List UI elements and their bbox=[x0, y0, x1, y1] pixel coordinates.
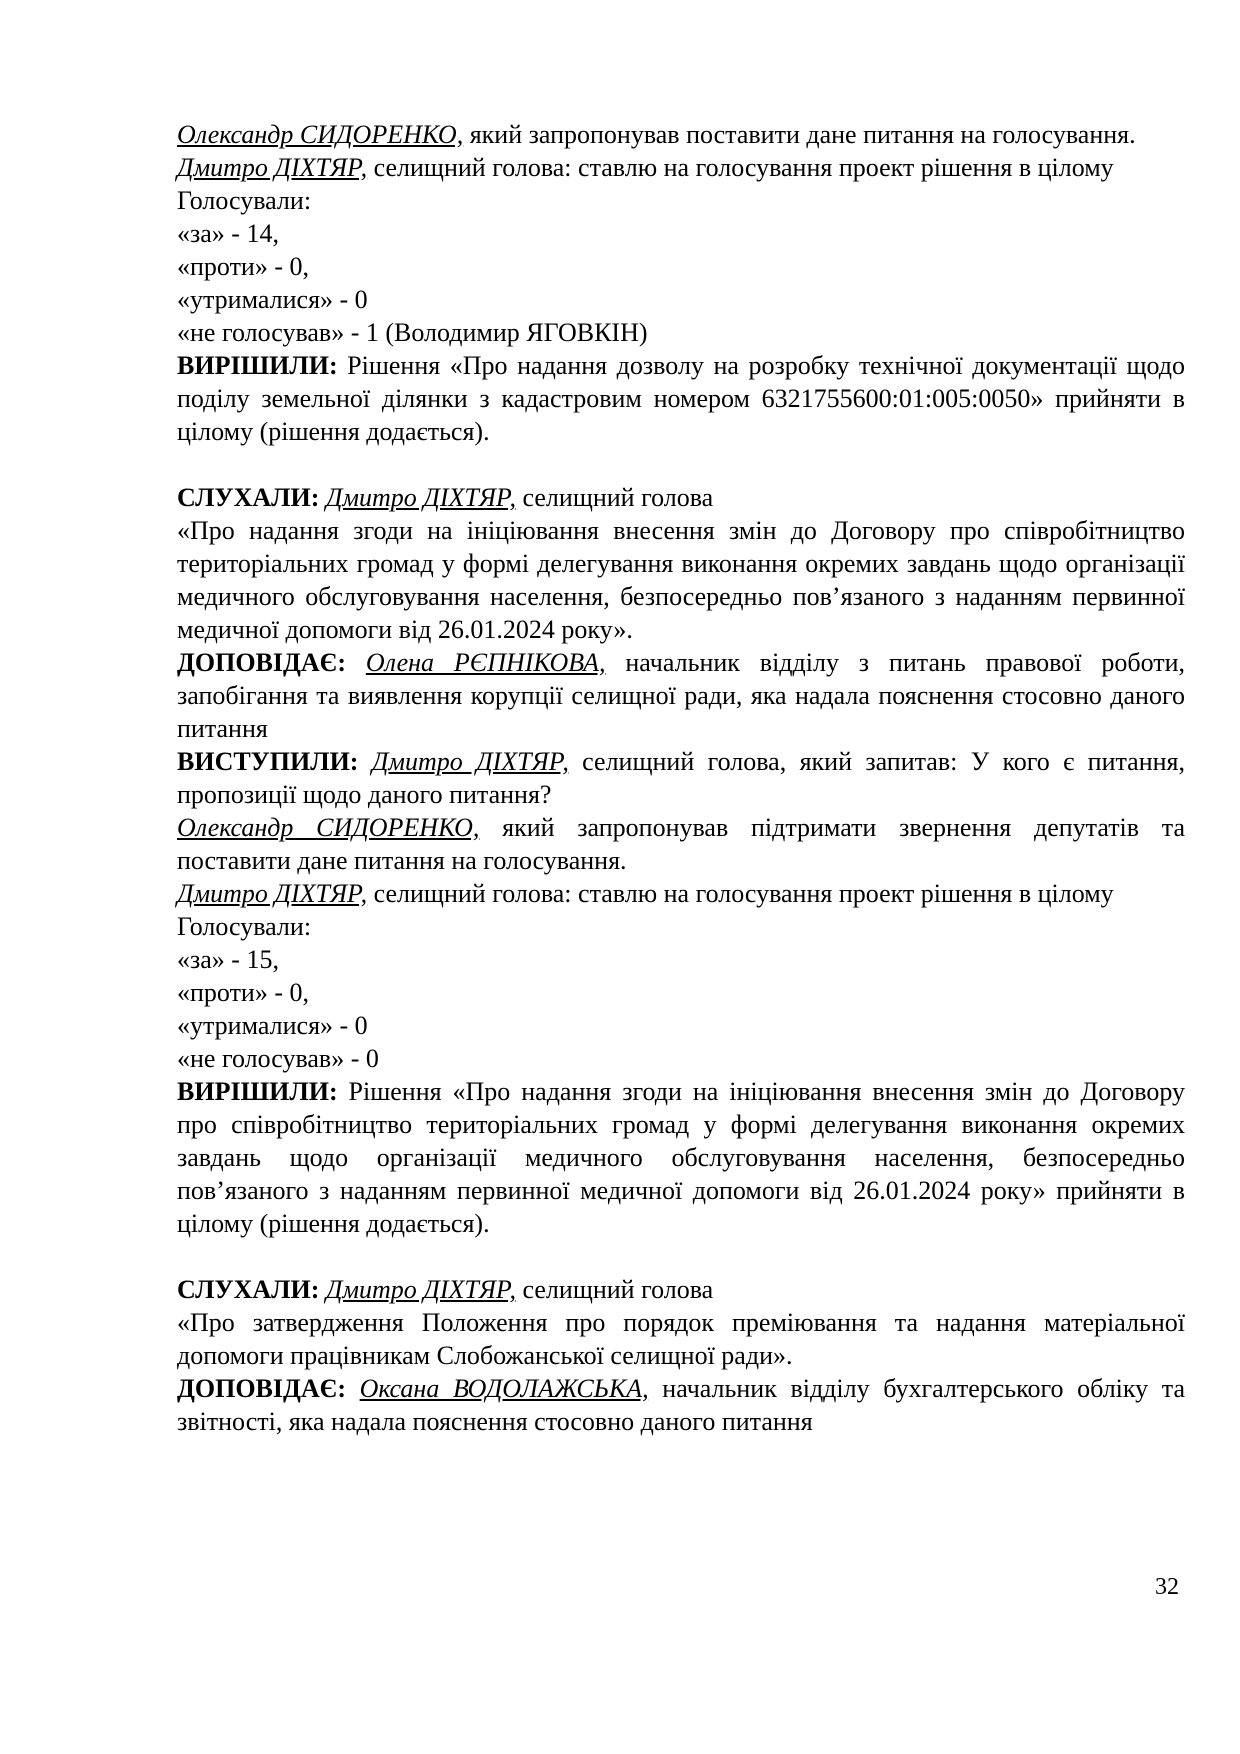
section-label: СЛУХАЛИ: bbox=[177, 1275, 320, 1304]
text-line: «не голосував» - 1 (Володимир ЯГОВКІН) bbox=[177, 318, 648, 347]
body-text bbox=[358, 747, 371, 776]
paragraph bbox=[177, 745, 1185, 811]
page-number: 32 bbox=[1155, 1574, 1179, 1600]
person-name: Дмитро ДІХТЯР, bbox=[177, 879, 368, 908]
body-text: селищний голова, який запитав: У кого є питання, пропозиції щодо даного питання? bbox=[177, 747, 1186, 809]
paragraph bbox=[177, 151, 1185, 184]
section-label: ВИРІШИЛИ: bbox=[177, 1077, 338, 1106]
paragraph bbox=[177, 118, 1185, 151]
text-line bbox=[177, 481, 1185, 514]
paragraph bbox=[177, 1306, 1185, 1372]
body-text bbox=[346, 648, 366, 677]
section-label: ДОПОВІДАЄ: bbox=[177, 648, 346, 677]
paragraph bbox=[177, 811, 1185, 877]
text-line: Голосували: bbox=[177, 912, 312, 941]
body-text: який запропонував поставити дане питання на голосування. bbox=[463, 120, 1136, 149]
person-name: Олександр СИДОРЕНКО, bbox=[177, 813, 480, 842]
person-name: Оксана ВОДОЛАЖСЬКА, bbox=[359, 1374, 649, 1403]
paragraph bbox=[177, 646, 1185, 745]
text-line: Голосували: bbox=[177, 186, 312, 215]
text-line bbox=[177, 1273, 1185, 1306]
paragraph bbox=[177, 877, 1185, 910]
text-line: «за» - 15, bbox=[177, 945, 279, 974]
person-name: Дмитро ДІХТЯР, bbox=[325, 483, 517, 512]
body-text: начальник відділу з питань правової роботи, запобігання та виявлення корупції селищної ради, яка надала пояснення стосовно даного питання bbox=[177, 648, 1186, 743]
paragraph bbox=[177, 514, 1185, 646]
document-body bbox=[177, 118, 1185, 1438]
section-label: ВИСТУПИЛИ: bbox=[177, 747, 359, 776]
body-text: селищний голова: ставлю на голосування проект рішення в цілому bbox=[367, 153, 1114, 182]
person-name: Дмитро ДІХТЯР, bbox=[371, 747, 569, 776]
section-label: СЛУХАЛИ: bbox=[177, 483, 320, 512]
paragraph bbox=[177, 1075, 1185, 1240]
paragraph-gap bbox=[177, 448, 1185, 481]
section-label: ДОПОВІДАЄ: bbox=[177, 1374, 346, 1403]
person-name: Дмитро ДІХТЯР, bbox=[325, 1275, 517, 1304]
person-name: Олександр СИДОРЕНКО, bbox=[177, 120, 464, 149]
paragraph bbox=[177, 1372, 1185, 1438]
body-text: «Про затвердження Положення про порядок преміювання та надання матеріальної допомоги працівникам Слобожанської селищної ради». bbox=[177, 1308, 1185, 1370]
body-text: селищний голова bbox=[516, 483, 714, 512]
text-line: «проти» - 0, bbox=[177, 252, 310, 281]
person-name: Дмитро ДІХТЯР, bbox=[177, 153, 368, 182]
body-text: який запропонував підтримати звернення депутатів та поставити дане питання на голосування. bbox=[177, 813, 1185, 875]
body-text bbox=[346, 1374, 360, 1403]
paragraph-gap bbox=[177, 1240, 1185, 1273]
text-line: «проти» - 0, bbox=[177, 978, 310, 1007]
body-text: селищний голова bbox=[516, 1275, 714, 1304]
body-text: селищний голова: ставлю на голосування проект рішення в цілому bbox=[367, 879, 1114, 908]
body-text: начальник відділу бухгалтерського обліку та звітності, яка надала пояснення стосовно даного питання bbox=[177, 1374, 1185, 1436]
body-text: Рішення «Про надання згоди на ініціювання внесення змін до Договору про співробітництво територіальних громад у формі делегування виконання окремих завдань щодо організації медичного обслуговування населення, безпосередньо пов’язаного з наданням первинної медичної допомоги від 26.01.2024 року» прийняти в цілому (рішення додається). bbox=[177, 1077, 1185, 1238]
text-line: «за» - 14, bbox=[177, 219, 279, 248]
paragraph bbox=[177, 349, 1185, 448]
body-text: «Про надання згоди на ініціювання внесення змін до Договору про співробітництво територіальних громад у формі делегування виконання окремих завдань щодо організації медичного обслуговування населення, безпосередньо пов’язаного з наданням первинної медичної допомоги від 26.01.2024 року». bbox=[177, 516, 1185, 644]
text-line: «не голосував» - 0 bbox=[177, 1044, 379, 1073]
text-line: «утрималися» - 0 bbox=[177, 1011, 368, 1040]
person-name: Олена РЄПНІКОВА, bbox=[365, 648, 606, 677]
text-line: «утрималися» - 0 bbox=[177, 285, 368, 314]
body-text: Рішення «Про надання дозволу на розробку технічної документації щодо поділу земельної ділянки з кадастровим номером 6321755600:01:005:0050» прийняти в цілому (рішення додається). bbox=[177, 351, 1185, 446]
section-label: ВИРІШИЛИ: bbox=[177, 351, 338, 380]
